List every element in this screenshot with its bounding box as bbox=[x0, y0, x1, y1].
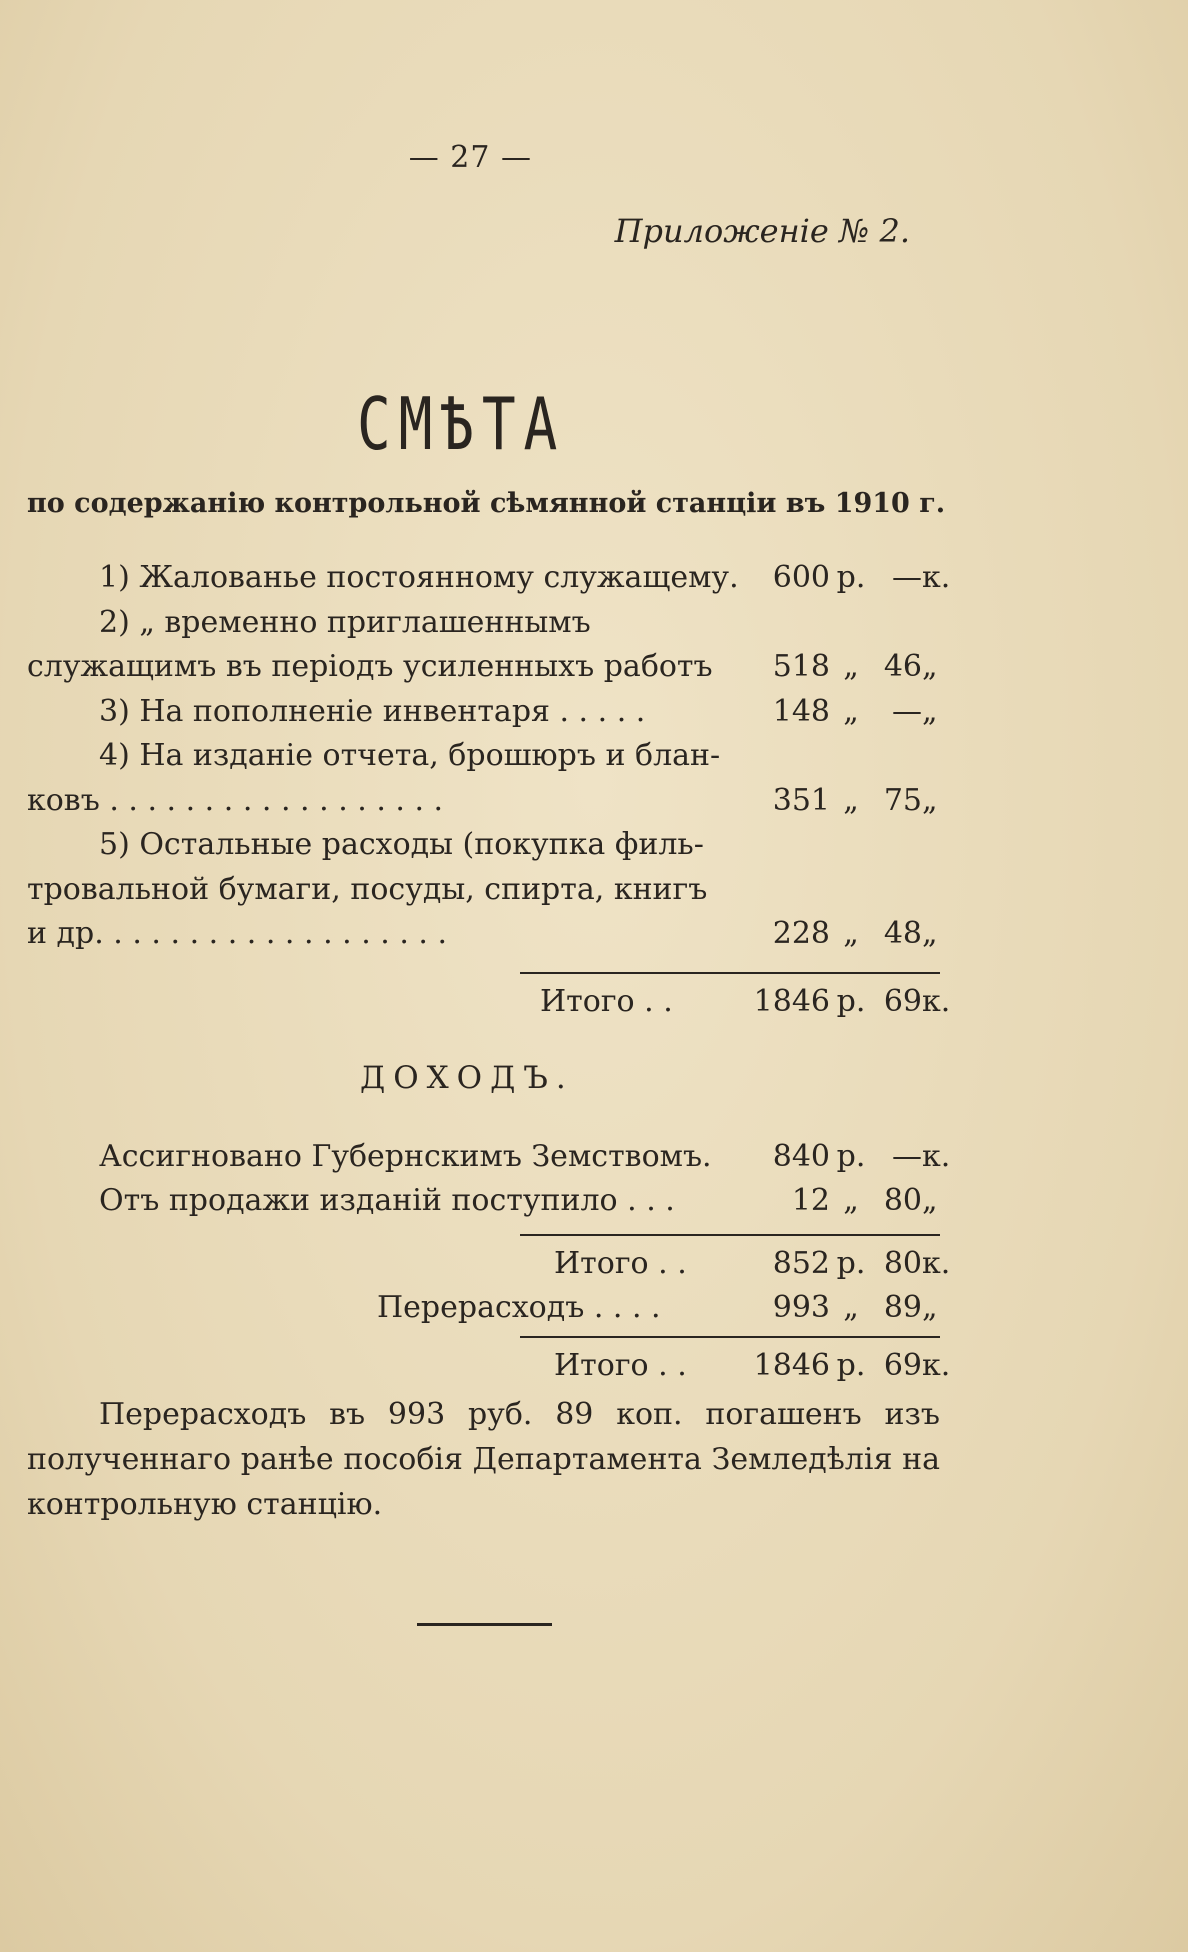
amount-kopecks: 89 bbox=[883, 1290, 922, 1325]
expense-row bbox=[27, 647, 940, 687]
amount-kopecks: 48 bbox=[883, 916, 922, 951]
expense-label: тровальной бумаги, посуды, спирта, книгъ bbox=[27, 871, 708, 907]
amount-suffix: „ bbox=[922, 782, 938, 818]
expense-amount bbox=[750, 781, 940, 821]
income-row bbox=[27, 1137, 951, 1177]
amount-rubles: 518 bbox=[772, 649, 830, 684]
income-label: Ассигновано Губернскимъ Земствомъ. bbox=[99, 1139, 712, 1174]
amount-kopecks: 69 bbox=[883, 984, 922, 1019]
expenses-total-rule bbox=[520, 972, 940, 974]
income-heading: ДОХОДЪ. bbox=[360, 1060, 574, 1096]
amount-unit: „ bbox=[843, 1183, 859, 1218]
income-total-rule bbox=[520, 1234, 940, 1236]
amount-suffix: к. bbox=[922, 984, 951, 1019]
expenses-total-amount bbox=[750, 982, 951, 1022]
amount-kopecks: 80 bbox=[883, 1246, 922, 1281]
note-line: Перерасходъ въ 993 руб. 89 коп. погашенъ изъ bbox=[99, 1397, 940, 1432]
expense-row bbox=[27, 603, 940, 643]
income-total-row bbox=[27, 1244, 951, 1284]
expense-amount bbox=[750, 736, 940, 776]
amount-unit: р. bbox=[836, 560, 866, 595]
note-line: полученнаго ранѣе пособiя Департамента Земледѣлiя на bbox=[27, 1442, 940, 1477]
amount-rubles: 993 bbox=[772, 1290, 830, 1325]
grand-total-amount bbox=[750, 1346, 951, 1386]
amount-unit: „ bbox=[843, 1290, 859, 1325]
amount-kopecks: — bbox=[892, 560, 922, 595]
expenses-total-row bbox=[27, 982, 951, 1022]
grand-total-label: Итого . . bbox=[554, 1348, 687, 1383]
amount-suffix: к. bbox=[922, 1246, 951, 1281]
amount-kopecks: 80 bbox=[883, 1183, 922, 1218]
expense-label: 3) На пополненiе инвентаря . . . . . bbox=[99, 693, 646, 729]
amount-suffix: „ bbox=[922, 1183, 938, 1218]
amount-kopecks: — bbox=[892, 1139, 922, 1174]
amount-suffix: „ bbox=[922, 916, 938, 951]
end-rule bbox=[417, 1623, 552, 1626]
amount-rubles: 351 bbox=[772, 782, 830, 818]
expense-amount bbox=[750, 692, 940, 732]
income-row bbox=[27, 1181, 940, 1221]
amount-rubles: 852 bbox=[772, 1246, 830, 1281]
amount-unit: „ bbox=[843, 649, 859, 684]
amount-unit: „ bbox=[843, 693, 859, 729]
expense-row bbox=[27, 692, 940, 732]
document-title: СМѢТА bbox=[357, 382, 566, 466]
amount-unit: „ bbox=[843, 916, 859, 951]
expense-row bbox=[27, 914, 940, 954]
expense-amount bbox=[750, 914, 940, 954]
amount-suffix: к. bbox=[922, 560, 951, 595]
amount-unit: р. bbox=[836, 1246, 866, 1281]
expense-amount bbox=[750, 870, 940, 910]
grand-total-row bbox=[27, 1346, 951, 1386]
expense-label: 2) „ временно приглашеннымъ bbox=[99, 604, 591, 640]
amount-rubles: 1846 bbox=[753, 984, 830, 1019]
note-line: контрольную станцiю. bbox=[27, 1487, 383, 1522]
amount-rubles: 600 bbox=[772, 560, 830, 595]
amount-rubles: 840 bbox=[772, 1139, 830, 1174]
income-label: Отъ продажи изданiй поступило . . . bbox=[99, 1183, 675, 1218]
expense-label: и др. . . . . . . . . . . . . . . . . . . bbox=[27, 916, 448, 951]
expense-row bbox=[27, 870, 940, 910]
amount-unit: р. bbox=[836, 1139, 866, 1174]
overrun-row bbox=[27, 1288, 940, 1328]
income-total-amount bbox=[750, 1244, 951, 1284]
expense-row bbox=[27, 736, 940, 776]
amount-rubles: 228 bbox=[772, 916, 830, 951]
amount-suffix: „ bbox=[922, 693, 938, 729]
amount-suffix: „ bbox=[922, 1290, 938, 1325]
expense-label: 4) На изданiе отчета, брошюръ и блан- bbox=[99, 738, 721, 773]
expense-amount bbox=[750, 603, 940, 643]
overrun-label: Перерасходъ . . . . bbox=[377, 1290, 661, 1325]
expenses-total-label: Итого . . bbox=[540, 984, 673, 1019]
income-amount bbox=[750, 1137, 951, 1177]
amount-kopecks: 69 bbox=[883, 1348, 922, 1383]
amount-rubles: 1846 bbox=[753, 1348, 830, 1383]
document-subtitle: по содержанiю контрольной сѣмянной станцiи въ 1910 г. bbox=[27, 488, 946, 519]
note-paragraph bbox=[27, 1392, 940, 1527]
amount-unit: „ bbox=[843, 782, 859, 818]
amount-rubles: 148 bbox=[772, 693, 830, 729]
amount-unit: р. bbox=[836, 984, 866, 1019]
amount-kopecks: — bbox=[892, 693, 922, 729]
amount-suffix: „ bbox=[922, 649, 938, 684]
expense-label: ковъ . . . . . . . . . . . . . . . . . . bbox=[27, 782, 444, 818]
expense-amount bbox=[750, 558, 951, 598]
income-total-label: Итого . . bbox=[554, 1246, 687, 1281]
expense-row bbox=[27, 825, 940, 865]
expense-label: 5) Остальные расходы (покупка филь- bbox=[99, 827, 704, 862]
page-number: — 27 — bbox=[408, 140, 532, 175]
amount-suffix: к. bbox=[922, 1348, 951, 1383]
grand-total-rule bbox=[520, 1336, 940, 1338]
amount-suffix: к. bbox=[922, 1139, 951, 1174]
amount-kopecks: 46 bbox=[883, 649, 922, 684]
amount-rubles: 12 bbox=[791, 1183, 830, 1218]
expense-amount bbox=[750, 825, 940, 865]
expense-row bbox=[27, 558, 951, 598]
appendix-label: Приложенiе № 2. bbox=[614, 212, 910, 250]
expense-amount bbox=[750, 647, 940, 687]
expense-row bbox=[27, 781, 940, 821]
income-amount bbox=[750, 1181, 940, 1221]
amount-unit: р. bbox=[836, 1348, 866, 1383]
expense-label: служащимъ въ перiодъ усиленныхъ работъ bbox=[27, 649, 713, 684]
overrun-amount bbox=[750, 1288, 940, 1328]
amount-kopecks: 75 bbox=[883, 782, 922, 818]
expense-label: 1) Жалованье постоянному служащему. bbox=[99, 560, 739, 595]
